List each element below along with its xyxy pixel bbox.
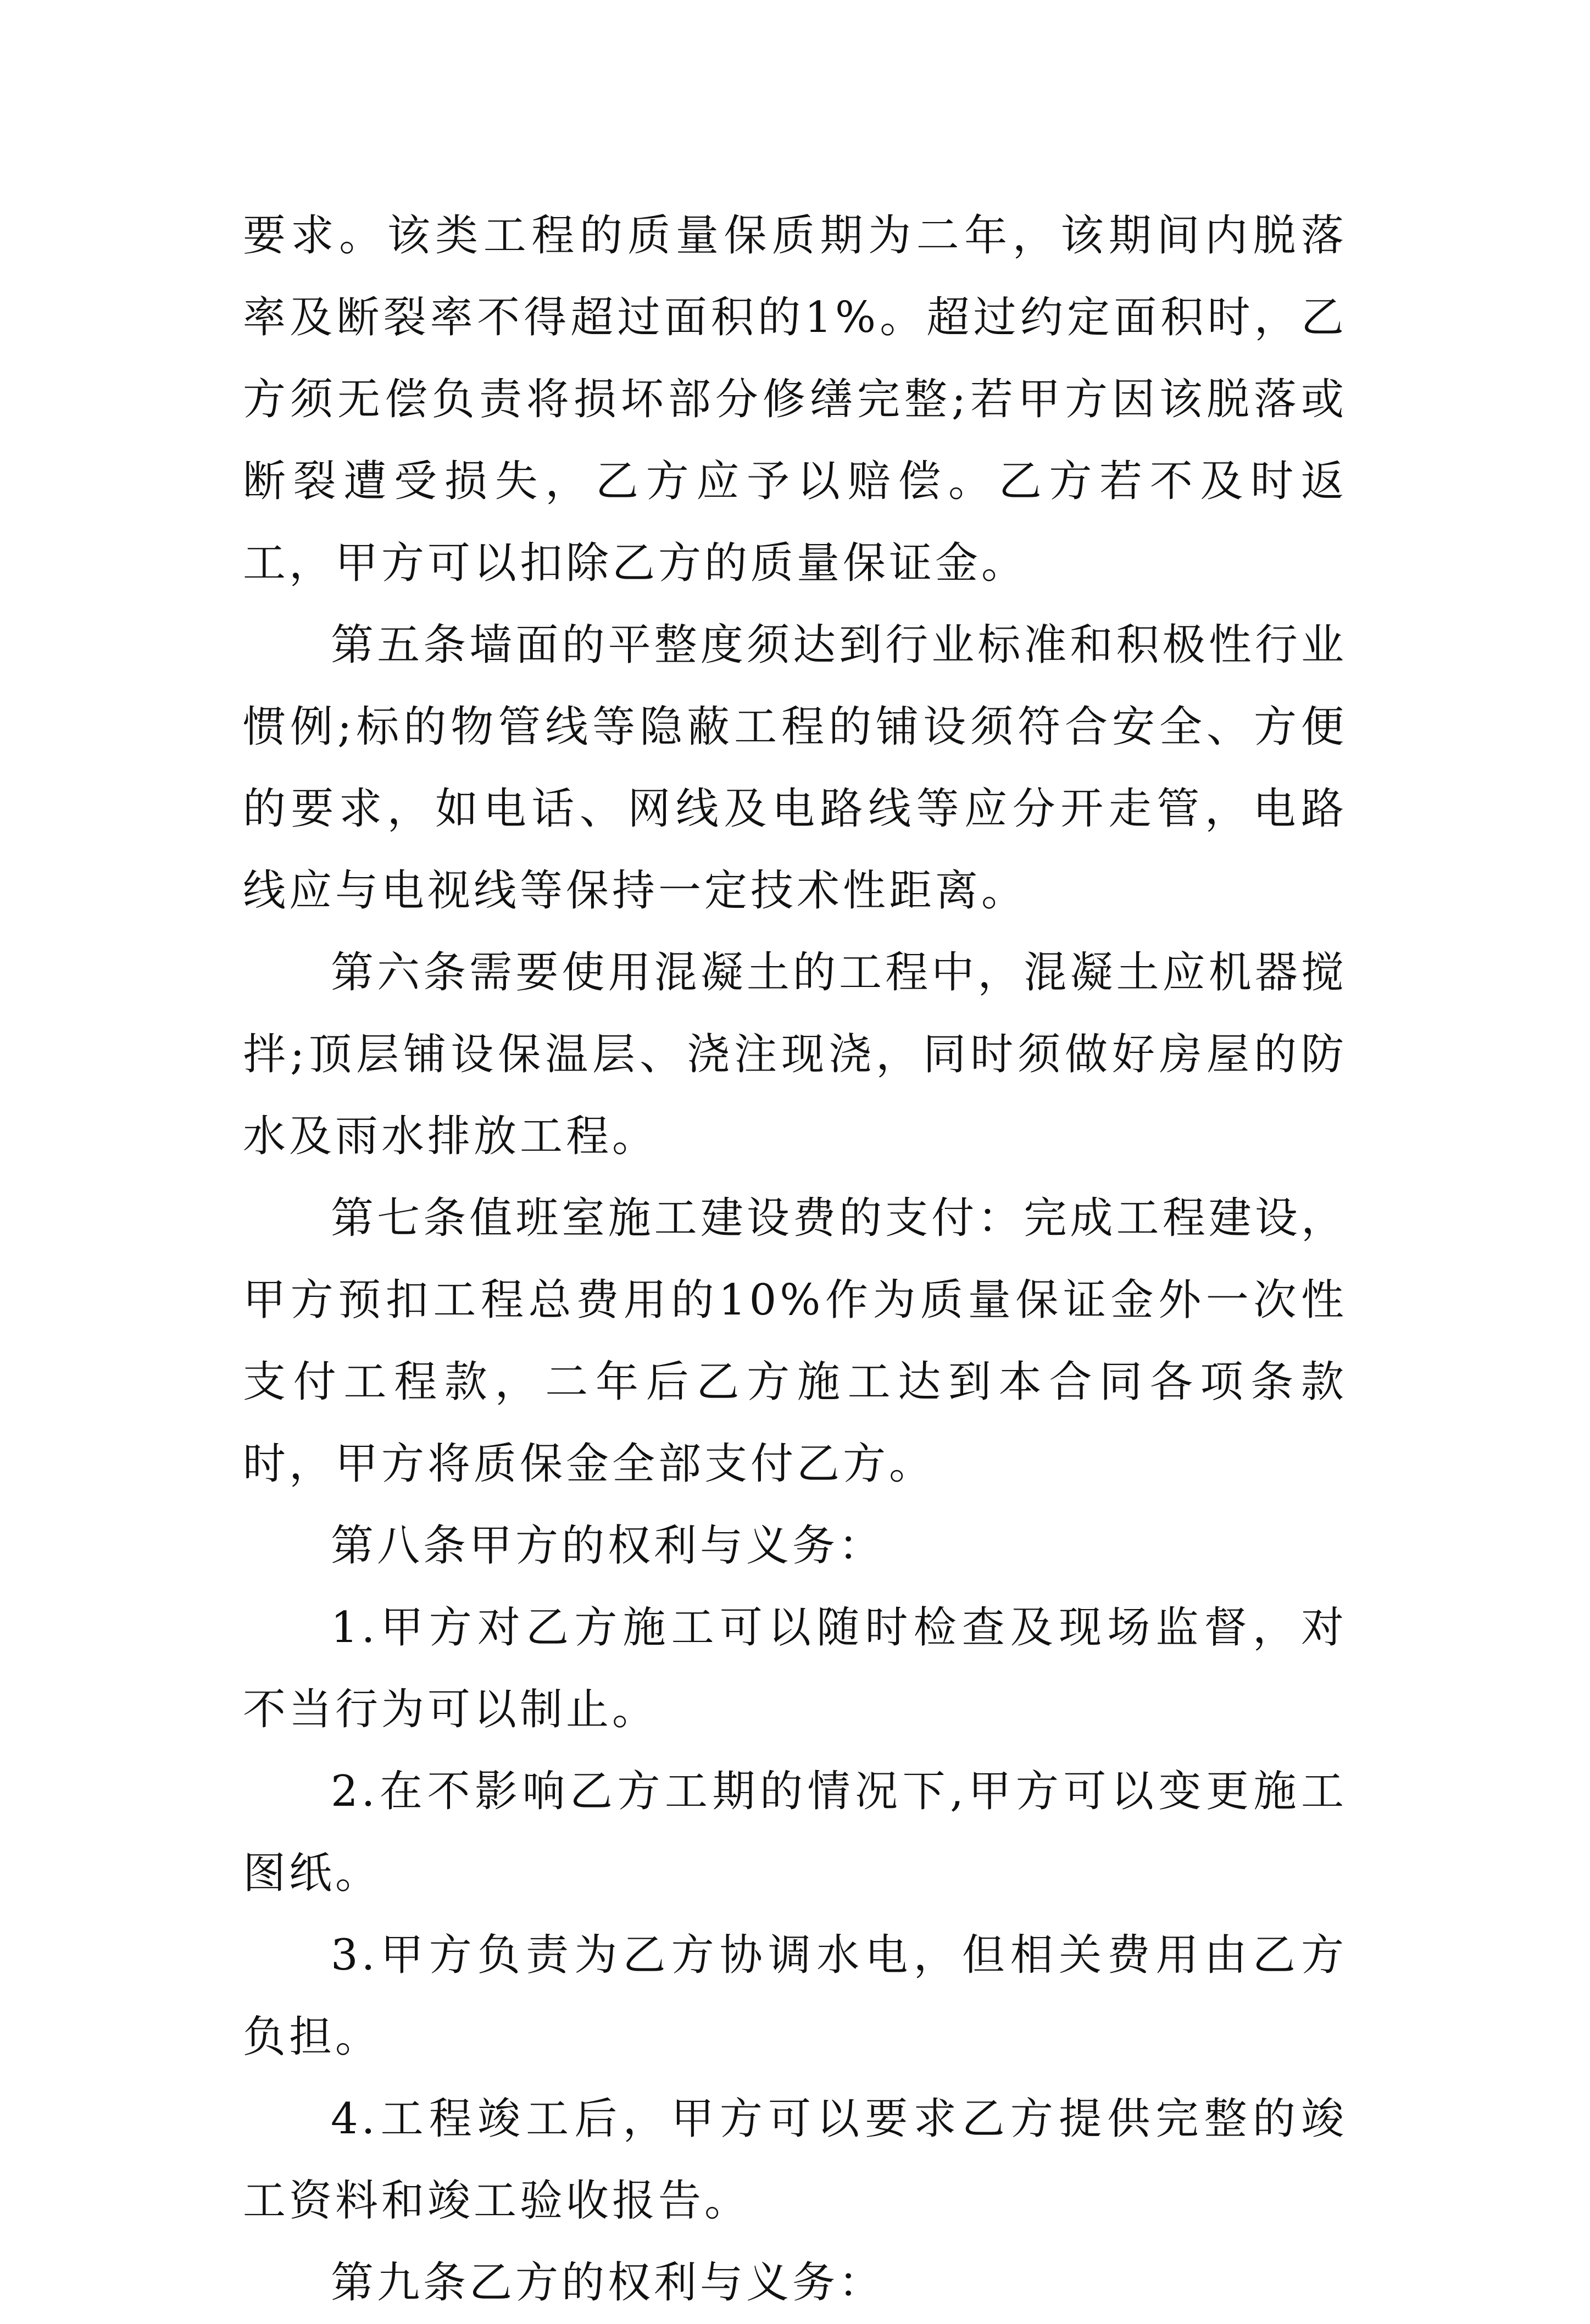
document-body — [243, 195, 1347, 2324]
paragraph-article-5: 第五条墙面的平整度须达到行业标准和积极性行业惯例;标的物管线等隐蔽工程的铺设须符合安全、方便的要求，如电话、网线及电路线等应分开走管，电路线应与电视线等保持一定技术性距离。 — [243, 620, 1347, 916]
paragraph-article-8-item-3: 3.甲方负责为乙方协调水电，但相关费用由乙方负担。 — [243, 1931, 1347, 2062]
paragraph-article-8-item-1: 1.甲方对乙方施工可以随时检查及现场监督，对不当行为可以制止。 — [243, 1603, 1347, 1734]
paragraph-article-7: 第七条值班室施工建设费的支付：完成工程建设，甲方预扣工程总费用的10%作为质量保证金外一次性支付工程款，二年后乙方施工达到本合同各项条款时，甲方将质保金全部支付乙方。 — [243, 1194, 1347, 1489]
paragraph-article-8-item-2: 2.在不影响乙方工期的情况下,甲方可以变更施工图纸。 — [243, 1767, 1347, 1898]
paragraph-quality-warranty: 要求。该类工程的质量保质期为二年，该期间内脱落率及断裂率不得超过面积的1%。超过约定面积时，乙方须无偿负责将损坏部分修缮完整;若甲方因该脱落或断裂遭受损失，乙方应予以赔偿。乙方若不及时返工，甲方可以扣除乙方的质量保证金。 — [243, 211, 1347, 588]
paragraph-article-9-heading: 第九条乙方的权利与义务： — [331, 2258, 885, 2308]
paragraph-article-6: 第六条需要使用混凝土的工程中，混凝土应机器搅拌;顶层铺设保温层、浇注现浇，同时须做好房屋的防水及雨水排放工程。 — [243, 948, 1347, 1161]
paragraph-article-8-heading: 第八条甲方的权利与义务： — [331, 1521, 885, 1571]
paragraph-article-8-item-4: 4.工程竣工后，甲方可以要求乙方提供完整的竣工资料和竣工验收报告。 — [243, 2094, 1347, 2226]
